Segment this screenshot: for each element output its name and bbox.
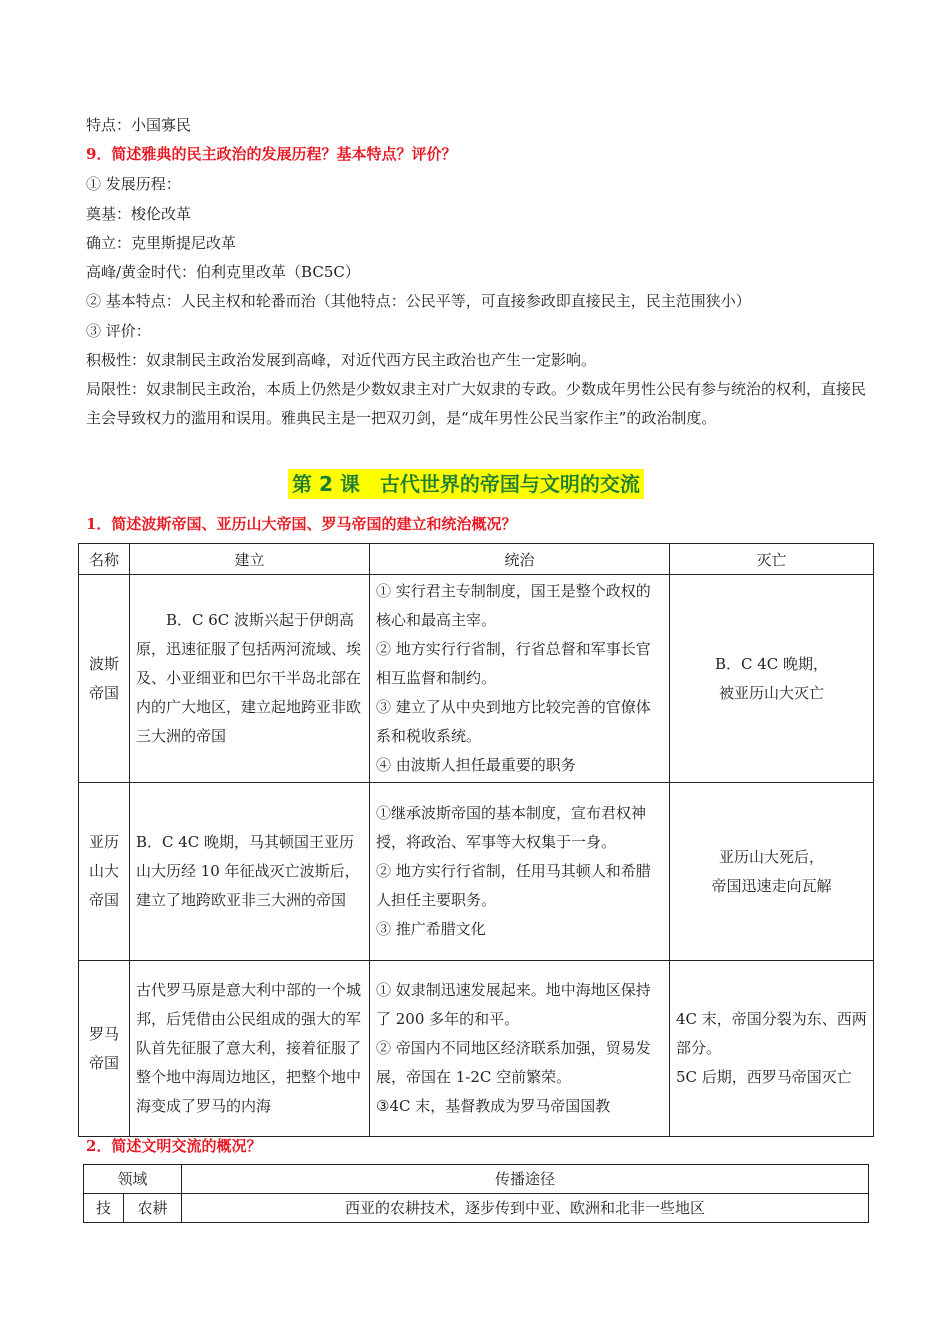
- field-main: 技: [84, 1194, 124, 1223]
- header-name: 名称: [79, 544, 130, 575]
- empire-rule: [370, 961, 670, 1137]
- field-sub: 农耕: [124, 1194, 182, 1223]
- rule-item: ③ 建立了从中央到地方比较完善的官僚体系和税收系统。: [376, 698, 651, 745]
- empire-name: 亚历山大帝国: [79, 783, 130, 961]
- evaluation-header: ③ 评价：: [86, 322, 151, 340]
- feature-line: 特点：小国寡民: [86, 116, 192, 134]
- rule-item: ① 奴隶制迅速发展起来。地中海地区保持了 200 多年的和平。: [376, 981, 651, 1028]
- exchange-table: [83, 1164, 869, 1223]
- basic-features-line: ② 基本特点：人民主权和轮番而治（其他特点：公民平等，可直接参政即直接民主，民主范围狭小）: [86, 292, 751, 310]
- empire-founding: 古代罗马原是意大利中部的一个城邦，后凭借由公民组成的强大的军队首先征服了意大利，接着征服了整个地中海周边地区，把整个地中海变成了罗马的内海: [130, 961, 370, 1137]
- empire-fall: [670, 575, 874, 783]
- rule-item: ② 帝国内不同地区经济联系加强，贸易发展，帝国在 1-2C 空前繁荣。: [376, 1039, 651, 1086]
- negative-paragraph: 局限性：奴隶制民主政治，本质上仍然是少数奴隶主对广大奴隶的专政。少数成年男性公民有参与统治的权利，直接民主会导致权力的滥用和误用。雅典民主是一把双刃剑，是“成年男性公民当家作主”的政治制度。: [86, 380, 867, 427]
- fall-line: 帝国迅速走向瓦解: [711, 876, 832, 895]
- table-header-row: [84, 1165, 869, 1194]
- empire-founding: B．C 6C 波斯兴起于伊朗高原，迅速征服了包括两河流域、埃及、小亚细亚和巴尔干半岛北部在内的广大地区，建立起地跨亚非欧三大洲的帝国: [130, 575, 370, 783]
- fall-line: 被亚历山大灭亡: [718, 683, 824, 702]
- empire-fall: [670, 783, 874, 961]
- empire-name: 波斯帝国: [79, 575, 130, 783]
- fall-line: 亚历山大死后，: [718, 847, 824, 866]
- question-1: 1．简述波斯帝国、亚历山大帝国、罗马帝国的建立和统治概况？: [86, 515, 517, 533]
- peak-line: 高峰/黄金时代：伯利克里改革（BC5C）: [86, 263, 360, 281]
- rule-item: ① 实行君主专制制度，国王是整个政权的核心和最高主宰。: [376, 582, 651, 629]
- header-route: 传播途径: [182, 1165, 869, 1194]
- table-row: [79, 783, 874, 961]
- fall-line: B．C 4C 晚期，: [714, 654, 829, 673]
- rule-item: ② 地方实行行省制，任用马其顿人和希腊人担任主要职务。: [376, 862, 651, 909]
- establish-line: 确立：克里斯提尼改革: [86, 234, 237, 252]
- empire-rule: [370, 783, 670, 961]
- lesson-title: 第 2 课 古代世界的帝国与文明的交流: [288, 469, 644, 499]
- empires-table: [78, 543, 874, 1137]
- fall-line: 4C 末，帝国分裂为东、西两部分。: [676, 1010, 867, 1057]
- question-2: 2．简述文明交流的概况？: [86, 1137, 262, 1155]
- header-rule: 统治: [370, 544, 670, 575]
- empire-founding: B．C 4C 晚期，马其顿国王亚历山大历经 10 年征战灭亡波斯后，建立了地跨欧亚非三大洲的帝国: [130, 783, 370, 961]
- table-row: [84, 1194, 869, 1223]
- question-9: 9．简述雅典的民主政治的发展历程？基本特点？评价？: [86, 145, 457, 163]
- fall-line: 5C 后期，西罗马帝国灭亡: [676, 1068, 852, 1086]
- header-field: 领域: [84, 1165, 182, 1194]
- development-header: ① 发展历程：: [86, 175, 181, 193]
- foundation-line: 奠基：梭伦改革: [86, 205, 192, 223]
- rule-item: ② 地方实行行省制，行省总督和军事长官相互监督和制约。: [376, 640, 651, 687]
- rule-item: ①继承波斯帝国的基本制度，宣布君权神授，将政治、军事等大权集于一身。: [376, 804, 647, 851]
- table-row: [79, 575, 874, 783]
- empire-name: 罗马帝国: [79, 961, 130, 1137]
- table-row: [79, 961, 874, 1137]
- positive-line: 积极性：奴隶制民主政治发展到高峰，对近代西方民主政治也产生一定影响。: [86, 351, 597, 369]
- empire-fall: [670, 961, 874, 1137]
- header-fall: 灭亡: [670, 544, 874, 575]
- empire-rule: [370, 575, 670, 783]
- rule-item: ③ 推广希腊文化: [376, 920, 486, 938]
- rule-item: ③4C 末，基督教成为罗马帝国国教: [376, 1097, 611, 1115]
- rule-item: ④ 由波斯人担任最重要的职务: [376, 756, 576, 774]
- header-founding: 建立: [130, 544, 370, 575]
- route-text: 西亚的农耕技术，逐步传到中亚、欧洲和北非一些地区: [182, 1194, 869, 1223]
- table-header-row: [79, 544, 874, 575]
